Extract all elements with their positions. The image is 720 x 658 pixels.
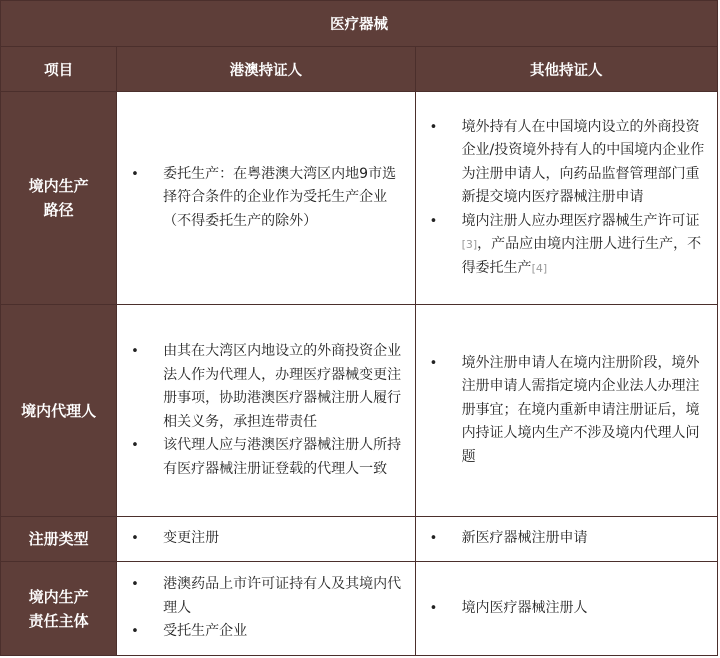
hk-macau-cell xyxy=(117,92,415,305)
other-cell xyxy=(415,517,717,562)
list-item xyxy=(424,210,709,281)
list-item: • 境外注册申请人在境内注册阶段，境外注册申请人需指定境内企业法人办理注册事宜；在境内重新申请注册证后，境内持证人境内生产不涉及境内代理人问题 xyxy=(424,352,709,470)
row-label xyxy=(1,562,117,656)
list-item: • 境内医疗器械注册人 xyxy=(424,597,709,621)
column-header-other: 其他持证人 xyxy=(415,47,717,92)
list-item: • 港澳药品上市许可证持有人及其境内代理人 xyxy=(125,573,406,620)
column-header-item: 项目 xyxy=(1,47,117,92)
row-label xyxy=(1,92,117,305)
column-header-hk-macau: 港澳持证人 xyxy=(117,47,415,92)
row-label-line: 路径 xyxy=(43,201,74,219)
table-row xyxy=(1,305,718,517)
reference-marker[interactable]: [3] xyxy=(461,238,478,252)
hk-macau-cell xyxy=(117,562,415,656)
row-label: 境内代理人 xyxy=(1,305,117,517)
hk-macau-cell xyxy=(117,305,415,517)
row-label-line: 责任主体 xyxy=(28,611,89,630)
list-item-text: 境内注册人应办理医疗器械生产许可证 xyxy=(461,212,700,229)
list-item: • 该代理人应与港澳医疗器械注册人所持有医疗器械注册证登载的代理人一致 xyxy=(125,434,406,481)
reference-marker[interactable]: [4] xyxy=(531,261,548,275)
list-item-text: ，产品应由境内注册人进行生产，不得委托生产 xyxy=(461,236,702,276)
other-cell xyxy=(415,305,717,517)
list-item: • 变更注册 xyxy=(125,527,406,551)
list-item: • 新医疗器械注册申请 xyxy=(424,527,709,551)
table-row xyxy=(1,562,718,656)
hk-macau-cell xyxy=(117,517,415,562)
list-item: • 由其在大湾区内地设立的外商投资企业法人作为代理人，办理医疗器械变更注册事项，协助港澳医疗器械注册人履行相关义务，承担连带责任 xyxy=(125,340,406,434)
table-title: 医疗器械 xyxy=(1,1,718,47)
other-cell xyxy=(415,92,717,305)
list-item: • 委托生产：在粤港澳大湾区内地9市选择符合条件的企业作为受托生产企业（不得委托生产的除外） xyxy=(125,163,406,234)
list-item: • 受托生产企业 xyxy=(125,620,406,644)
row-label: 注册类型 xyxy=(1,517,117,562)
row-label-line: 境内生产 xyxy=(28,177,89,195)
list-item: • 境外持有人在中国境内设立的外商投资企业/投资境外持有人的中国境内企业作为注册申请人，向药品监督管理部门重新提交境内医疗器械注册申请 xyxy=(424,116,709,210)
table-row xyxy=(1,92,718,305)
other-cell xyxy=(415,562,717,656)
row-label-line: 境内生产 xyxy=(28,587,89,606)
table-row xyxy=(1,517,718,562)
